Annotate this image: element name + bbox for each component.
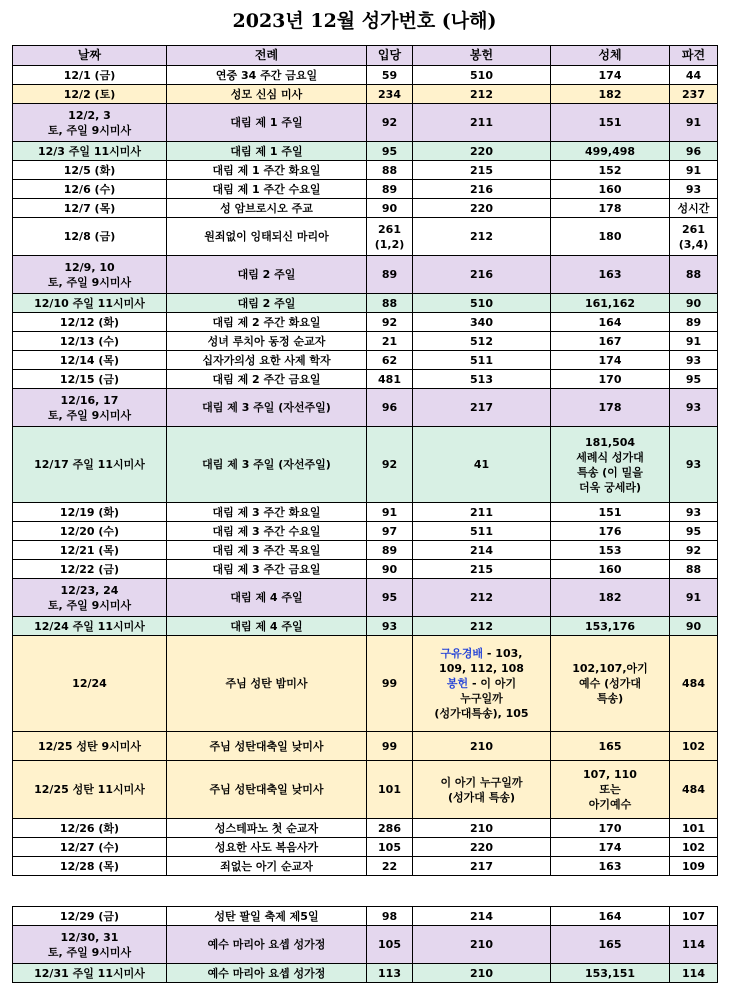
header-offertory: 봉헌 (413, 46, 551, 66)
table-row (13, 579, 718, 617)
liturgy-cell: 대림 제 3 주간 목요일 (167, 541, 367, 560)
sending-cell: 101 (670, 819, 718, 838)
offertory-text: - 이 아기 (468, 677, 517, 690)
table-row (13, 541, 718, 560)
communion-cell (551, 427, 670, 503)
liturgy-cell: 십자가의성 요한 사제 학자 (167, 351, 367, 370)
table-row (13, 370, 718, 389)
date-cell (13, 389, 167, 427)
date-cell: 12/17 주일 11시미사 (13, 427, 167, 503)
date-cell: 12/22 (금) (13, 560, 167, 579)
sending-cell: 102 (670, 732, 718, 761)
offertory-cell: 212 (413, 579, 551, 617)
offertory-cell: 210 (413, 964, 551, 983)
communion-cell: 499,498 (551, 142, 670, 161)
offertory-cell: 220 (413, 142, 551, 161)
table-row (13, 732, 718, 761)
communion-line: 아기예수 (588, 798, 632, 811)
liturgy-cell: 성녀 루치아 동정 순교자 (167, 332, 367, 351)
liturgy-cell: 대림 제 3 주일 (자선주일) (167, 427, 367, 503)
offertory-cell: 212 (413, 617, 551, 636)
entrance-cell: 93 (367, 617, 413, 636)
sending-cell: 93 (670, 503, 718, 522)
communion-line: 더욱 궁세라) (579, 480, 641, 494)
table-row (13, 522, 718, 541)
table-row (13, 838, 718, 857)
table-row (13, 560, 718, 579)
date-line: 12/30, 31 (60, 930, 119, 944)
communion-cell: 151 (551, 104, 670, 142)
entrance-cell: 59 (367, 66, 413, 85)
communion-cell: 160 (551, 180, 670, 199)
date-cell: 12/15 (금) (13, 370, 167, 389)
entrance-number: 261 (378, 222, 401, 236)
communion-cell: 165 (551, 732, 670, 761)
offertory-highlight: 봉헌 (446, 677, 469, 690)
sending-cell (670, 218, 718, 256)
table-row (13, 142, 718, 161)
communion-cell: 153 (551, 541, 670, 560)
communion-line: 181,504 (584, 435, 636, 449)
communion-cell: 165 (551, 926, 670, 964)
offertory-cell: 210 (413, 819, 551, 838)
table-row (13, 104, 718, 142)
liturgy-cell: 연중 34 주간 금요일 (167, 66, 367, 85)
communion-cell: 174 (551, 66, 670, 85)
date-cell: 12/26 (화) (13, 819, 167, 838)
date-mass-time: 토, 주일 9시미사 (47, 408, 132, 422)
entrance-cell: 99 (367, 732, 413, 761)
date-cell: 12/21 (목) (13, 541, 167, 560)
communion-cell: 160 (551, 560, 670, 579)
liturgy-cell: 대림 제 2 주간 화요일 (167, 313, 367, 332)
date-cell: 12/12 (화) (13, 313, 167, 332)
liturgy-cell: 대림 2 주일 (167, 256, 367, 294)
communion-cell: 167 (551, 332, 670, 351)
entrance-cell: 481 (367, 370, 413, 389)
sending-cell: 93 (670, 427, 718, 503)
communion-cell (551, 761, 670, 819)
offertory-cell: 340 (413, 313, 551, 332)
date-line: 12/16, 17 (60, 393, 119, 407)
communion-cell: 163 (551, 256, 670, 294)
offertory-cell: 513 (413, 370, 551, 389)
table-row (13, 636, 718, 732)
header-communion: 성체 (551, 46, 670, 66)
date-cell: 12/25 성탄 9시미사 (13, 732, 167, 761)
date-cell: 12/29 (금) (13, 907, 167, 926)
date-line: 12/2, 3 (68, 108, 111, 122)
sending-cell: 96 (670, 142, 718, 161)
communion-cell: 176 (551, 522, 670, 541)
date-cell: 12/8 (금) (13, 218, 167, 256)
communion-line: 세례식 성가대 (576, 450, 644, 464)
liturgy-cell: 대림 제 1 주간 수요일 (167, 180, 367, 199)
date-cell: 12/13 (수) (13, 332, 167, 351)
offertory-cell: 220 (413, 838, 551, 857)
communion-cell: 151 (551, 503, 670, 522)
liturgy-cell: 주님 성탄대축일 낮미사 (167, 732, 367, 761)
communion-line: 102,107,아기 (572, 662, 648, 675)
liturgy-cell: 성탄 팔일 축제 제5일 (167, 907, 367, 926)
offertory-cell: 510 (413, 294, 551, 313)
table-row (13, 617, 718, 636)
sending-cell: 109 (670, 857, 718, 876)
table-row (13, 427, 718, 503)
liturgy-cell: 예수 마리아 요셉 성가정 (167, 926, 367, 964)
communion-line: 예수 (성가대 (579, 677, 641, 690)
communion-cell: 178 (551, 389, 670, 427)
sending-cell: 484 (670, 636, 718, 732)
date-cell: 12/24 주일 11시미사 (13, 617, 167, 636)
communion-cell: 174 (551, 351, 670, 370)
date-cell (13, 104, 167, 142)
sending-cell: 90 (670, 294, 718, 313)
entrance-cell: 92 (367, 427, 413, 503)
liturgy-cell: 성모 신심 미사 (167, 85, 367, 104)
liturgy-cell: 대림 제 4 주일 (167, 579, 367, 617)
communion-cell: 178 (551, 199, 670, 218)
entrance-cell: 90 (367, 199, 413, 218)
table-row (13, 218, 718, 256)
date-cell: 12/28 (목) (13, 857, 167, 876)
date-line: 12/23, 24 (60, 583, 119, 597)
liturgy-cell: 성요한 사도 복음사가 (167, 838, 367, 857)
entrance-cell: 105 (367, 926, 413, 964)
table-row (13, 332, 718, 351)
header-date: 날짜 (13, 46, 167, 66)
entrance-cell: 91 (367, 503, 413, 522)
sending-cell: 92 (670, 541, 718, 560)
offertory-text: 109, 112, 108 (439, 662, 524, 675)
offertory-cell: 215 (413, 161, 551, 180)
sending-cell: 성시간 (670, 199, 718, 218)
liturgy-cell: 대림 제 1 주일 (167, 104, 367, 142)
offertory-line (415, 661, 548, 676)
communion-cell (551, 636, 670, 732)
entrance-cell: 90 (367, 560, 413, 579)
liturgy-cell: 대림 제 2 주간 금요일 (167, 370, 367, 389)
offertory-cell: 216 (413, 180, 551, 199)
date-cell: 12/7 (목) (13, 199, 167, 218)
table-row (13, 313, 718, 332)
liturgy-cell: 성스테파노 첫 순교자 (167, 819, 367, 838)
offertory-cell: 41 (413, 427, 551, 503)
entrance-cell: 62 (367, 351, 413, 370)
table-row (13, 926, 718, 964)
date-mass-time: 토, 주일 9시미사 (47, 598, 132, 612)
offertory-cell: 214 (413, 907, 551, 926)
entrance-cell: 89 (367, 541, 413, 560)
sending-cell: 89 (670, 313, 718, 332)
offertory-cell: 212 (413, 85, 551, 104)
sending-cell: 237 (670, 85, 718, 104)
date-cell: 12/2 (토) (13, 85, 167, 104)
sending-cell: 93 (670, 180, 718, 199)
sending-cell: 44 (670, 66, 718, 85)
sending-cell: 88 (670, 560, 718, 579)
date-mass-time: 토, 주일 9시미사 (47, 123, 132, 137)
offertory-line: (성가대 특송) (447, 790, 515, 804)
communion-cell: 182 (551, 85, 670, 104)
table-row (13, 199, 718, 218)
entrance-cell: 96 (367, 389, 413, 427)
entrance-cell: 98 (367, 907, 413, 926)
sending-cell: 93 (670, 389, 718, 427)
offertory-cell: 210 (413, 926, 551, 964)
sending-cell: 91 (670, 104, 718, 142)
date-cell: 12/27 (수) (13, 838, 167, 857)
communion-line: 특송 (이 밀을 (577, 465, 643, 479)
communion-cell: 180 (551, 218, 670, 256)
liturgy-cell: 원죄없이 잉태되신 마리아 (167, 218, 367, 256)
date-cell: 12/6 (수) (13, 180, 167, 199)
table-row (13, 857, 718, 876)
liturgy-cell: 주님 성탄대축일 낮미사 (167, 761, 367, 819)
table-row (13, 85, 718, 104)
date-cell: 12/10 주일 11시미사 (13, 294, 167, 313)
table-row (13, 351, 718, 370)
offertory-cell: 220 (413, 199, 551, 218)
entrance-verses: (1,2) (374, 237, 405, 251)
offertory-cell: 512 (413, 332, 551, 351)
table-row (13, 180, 718, 199)
date-cell (13, 926, 167, 964)
communion-cell: 170 (551, 370, 670, 389)
offertory-line (415, 676, 548, 691)
date-cell: 12/31 주일 11시미사 (13, 964, 167, 983)
liturgy-cell: 대림 제 1 주간 화요일 (167, 161, 367, 180)
entrance-cell: 286 (367, 819, 413, 838)
communion-cell: 170 (551, 819, 670, 838)
sending-cell: 88 (670, 256, 718, 294)
entrance-cell: 88 (367, 294, 413, 313)
entrance-cell: 97 (367, 522, 413, 541)
entrance-cell: 95 (367, 579, 413, 617)
communion-cell: 153,176 (551, 617, 670, 636)
page-title: 2023년 12월 성가번호 (나해) (232, 10, 497, 32)
liturgy-cell: 대림 제 3 주간 금요일 (167, 560, 367, 579)
date-cell: 12/14 (목) (13, 351, 167, 370)
offertory-cell: 210 (413, 732, 551, 761)
communion-cell: 152 (551, 161, 670, 180)
sending-cell: 95 (670, 522, 718, 541)
communion-cell: 182 (551, 579, 670, 617)
sending-number: 261 (682, 222, 705, 236)
entrance-cell: 89 (367, 256, 413, 294)
liturgy-cell: 예수 마리아 요셉 성가정 (167, 964, 367, 983)
table-row (13, 389, 718, 427)
date-line: 12/9, 10 (64, 260, 115, 274)
date-cell: 12/25 성탄 11시미사 (13, 761, 167, 819)
offertory-cell: 510 (413, 66, 551, 85)
sending-cell: 107 (670, 907, 718, 926)
date-cell (13, 256, 167, 294)
hymn-schedule-table (12, 45, 718, 876)
offertory-line (415, 646, 548, 661)
offertory-cell: 214 (413, 541, 551, 560)
date-cell (13, 579, 167, 617)
table-row (13, 761, 718, 819)
offertory-text: - 103, (483, 647, 523, 660)
liturgy-cell: 대림 제 3 주간 화요일 (167, 503, 367, 522)
communion-cell: 153,151 (551, 964, 670, 983)
table-row (13, 294, 718, 313)
entrance-cell: 101 (367, 761, 413, 819)
entrance-cell (367, 218, 413, 256)
offertory-cell: 217 (413, 389, 551, 427)
offertory-cell: 511 (413, 522, 551, 541)
offertory-highlight: 구유경배 (440, 647, 484, 660)
entrance-cell: 92 (367, 104, 413, 142)
table-row (13, 503, 718, 522)
communion-line: 또는 (599, 783, 621, 796)
communion-line: 특송) (596, 692, 624, 705)
table-row (13, 819, 718, 838)
sending-cell: 91 (670, 579, 718, 617)
offertory-cell: 217 (413, 857, 551, 876)
entrance-cell: 21 (367, 332, 413, 351)
entrance-cell: 95 (367, 142, 413, 161)
communion-cell: 161,162 (551, 294, 670, 313)
hymn-schedule-table-continued (12, 906, 718, 983)
sending-cell: 91 (670, 332, 718, 351)
date-cell: 12/5 (화) (13, 161, 167, 180)
sending-cell: 484 (670, 761, 718, 819)
date-mass-time: 토, 주일 9시미사 (47, 945, 132, 959)
sending-cell: 95 (670, 370, 718, 389)
entrance-cell: 89 (367, 180, 413, 199)
communion-cell: 163 (551, 857, 670, 876)
offertory-cell: 215 (413, 560, 551, 579)
liturgy-cell: 대림 2 주일 (167, 294, 367, 313)
offertory-text: (성가대특송), 105 (434, 707, 529, 720)
entrance-cell: 105 (367, 838, 413, 857)
entrance-cell: 113 (367, 964, 413, 983)
offertory-line: 이 아기 누구일까 (440, 775, 523, 789)
offertory-line (415, 706, 548, 721)
offertory-cell (413, 636, 551, 732)
date-cell: 12/24 (13, 636, 167, 732)
sending-cell: 93 (670, 351, 718, 370)
table-row (13, 964, 718, 983)
offertory-cell: 212 (413, 218, 551, 256)
header-liturgy: 전례 (167, 46, 367, 66)
offertory-line (415, 691, 548, 706)
date-cell: 12/1 (금) (13, 66, 167, 85)
liturgy-cell: 대림 제 4 주일 (167, 617, 367, 636)
table-row (13, 161, 718, 180)
entrance-cell: 99 (367, 636, 413, 732)
sending-cell: 90 (670, 617, 718, 636)
date-cell: 12/3 주일 11시미사 (13, 142, 167, 161)
header-entrance: 입당 (367, 46, 413, 66)
sending-cell: 102 (670, 838, 718, 857)
table-header-row (13, 46, 718, 66)
table-row (13, 907, 718, 926)
offertory-text: 누구일까 (460, 692, 503, 705)
liturgy-cell: 대림 제 1 주일 (167, 142, 367, 161)
sending-cell: 91 (670, 161, 718, 180)
liturgy-cell: 대림 제 3 주일 (자선주일) (167, 389, 367, 427)
liturgy-cell: 성 암브로시오 주교 (167, 199, 367, 218)
table-row (13, 256, 718, 294)
offertory-cell: 511 (413, 351, 551, 370)
entrance-cell: 88 (367, 161, 413, 180)
date-cell: 12/19 (화) (13, 503, 167, 522)
liturgy-cell: 대림 제 3 주간 수요일 (167, 522, 367, 541)
entrance-cell: 234 (367, 85, 413, 104)
offertory-cell: 216 (413, 256, 551, 294)
communion-cell: 164 (551, 907, 670, 926)
liturgy-cell: 주님 성탄 밤미사 (167, 636, 367, 732)
sending-cell: 114 (670, 926, 718, 964)
liturgy-cell: 죄없는 아기 순교자 (167, 857, 367, 876)
offertory-cell (413, 761, 551, 819)
entrance-cell: 22 (367, 857, 413, 876)
communion-cell: 174 (551, 838, 670, 857)
sending-cell: 114 (670, 964, 718, 983)
offertory-cell: 211 (413, 104, 551, 142)
entrance-cell: 92 (367, 313, 413, 332)
offertory-cell: 211 (413, 503, 551, 522)
date-cell: 12/20 (수) (13, 522, 167, 541)
header-sending: 파견 (670, 46, 718, 66)
table-row (13, 66, 718, 85)
sending-verses: (3,4) (678, 237, 709, 251)
date-mass-time: 토, 주일 9시미사 (47, 275, 132, 289)
communion-cell: 164 (551, 313, 670, 332)
communion-line: 107, 110 (583, 768, 637, 781)
